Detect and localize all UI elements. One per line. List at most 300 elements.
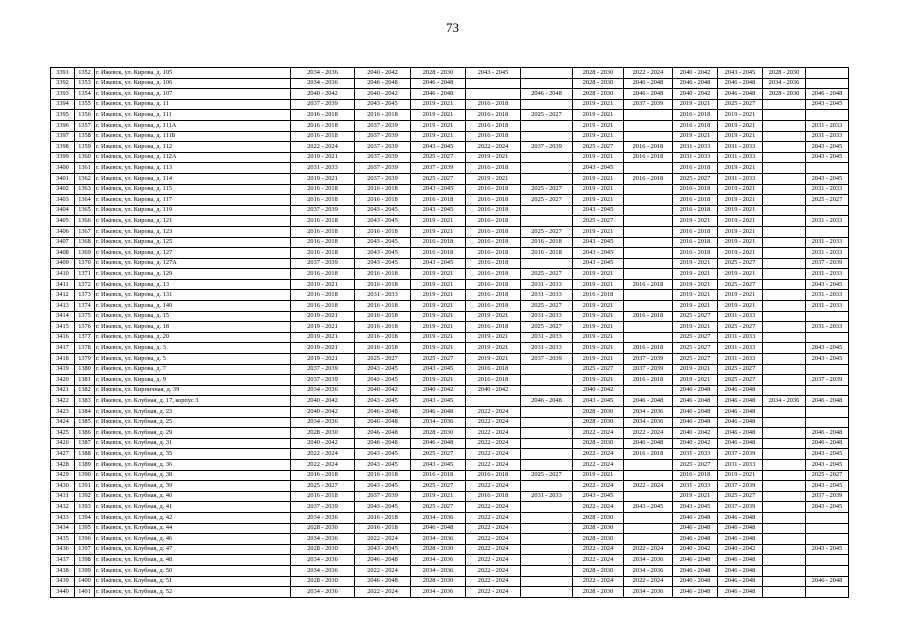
period-cell: 2019 - 2021 [718,248,763,259]
period-cell: 2019 - 2021 [573,173,624,184]
table-row [51,248,849,259]
period-cell [624,332,673,343]
period-cell: 2034 - 2036 [763,78,806,89]
period-cell [763,343,806,354]
row-number-cell: 3405 [51,216,75,227]
table-row [51,417,849,428]
period-cell: 2022 - 2024 [291,449,355,460]
period-cell: 2016 - 2018 [466,279,521,290]
period-cell: 2019 - 2021 [573,375,624,386]
table-row [51,301,849,312]
period-cell: 2043 - 2045 [806,152,849,163]
table-row [51,120,849,131]
period-cell: 2037 - 2039 [806,375,849,386]
address-cell: г. Ижевск, ул. Кирова, д. 5 [95,354,291,365]
table-row [51,428,849,439]
period-cell [521,163,573,174]
house-id-cell: 1372 [75,279,95,290]
period-cell: 2019 - 2021 [291,152,355,163]
period-cell: 2046 - 2048 [806,428,849,439]
period-cell: 2019 - 2021 [718,269,763,280]
period-cell: 2022 - 2024 [573,428,624,439]
period-cell: 2022 - 2024 [624,576,673,587]
period-cell: 2031 - 2033 [718,459,763,470]
row-number-cell: 3409 [51,258,75,269]
period-cell: 2016 - 2018 [291,290,355,301]
table-row [51,555,849,566]
period-cell: 2016 - 2018 [624,449,673,460]
page-number: 73 [446,20,459,35]
table-row [51,184,849,195]
period-cell: 2043 - 2045 [573,396,624,407]
row-number-cell: 3431 [51,491,75,502]
period-cell: 2043 - 2045 [573,491,624,502]
period-cell: 2028 - 2030 [291,544,355,555]
address-cell: г. Ижевск, ул. Кирова, д. 121 [95,216,291,227]
table-row [51,364,849,375]
table-row [51,205,849,216]
table-row [51,110,849,121]
period-cell: 2019 - 2021 [573,226,624,237]
period-cell: 2034 - 2036 [291,68,355,79]
period-cell: 2019 - 2021 [411,322,466,333]
period-cell: 2037 - 2039 [718,449,763,460]
period-cell: 2016 - 2018 [291,120,355,131]
period-cell: 2037 - 2039 [355,120,411,131]
house-id-cell: 1355 [75,99,95,110]
address-cell: г. Ижевск, ул. Кирова, д. 114 [95,173,291,184]
period-cell: 2037 - 2039 [355,131,411,142]
period-cell: 2046 - 2048 [411,89,466,100]
period-cell: 2016 - 2018 [291,237,355,248]
table-row [51,173,849,184]
period-cell: 2019 - 2021 [718,110,763,121]
period-cell: 2016 - 2018 [673,205,718,216]
period-cell: 2040 - 2042 [718,544,763,555]
house-id-cell: 1396 [75,534,95,545]
period-cell: 2022 - 2024 [573,449,624,460]
period-cell [624,131,673,142]
period-cell [763,237,806,248]
period-cell: 2046 - 2048 [411,438,466,449]
house-id-cell: 1371 [75,269,95,280]
row-number-cell: 3428 [51,459,75,470]
period-cell: 2043 - 2045 [355,375,411,386]
period-cell [806,78,849,89]
period-cell: 2016 - 2018 [355,523,411,534]
period-cell [763,152,806,163]
period-cell: 2040 - 2042 [291,396,355,407]
period-cell: 2028 - 2030 [573,89,624,100]
period-cell: 2034 - 2036 [624,555,673,566]
row-number-cell: 3403 [51,195,75,206]
address-cell: г. Ижевск, ул. Кирова, д. 13 [95,279,291,290]
period-cell: 2034 - 2036 [624,407,673,418]
period-cell: 2016 - 2018 [355,110,411,121]
table-row [51,375,849,386]
period-cell [806,417,849,428]
period-cell: 2019 - 2021 [573,269,624,280]
period-cell: 2043 - 2045 [573,258,624,269]
period-cell: 2043 - 2045 [411,396,466,407]
row-number-cell: 3440 [51,587,75,598]
period-cell: 2019 - 2021 [411,226,466,237]
period-cell: 2034 - 2036 [411,512,466,523]
period-cell: 2019 - 2021 [466,354,521,365]
period-cell: 2022 - 2024 [466,459,521,470]
period-cell: 2034 - 2036 [624,587,673,598]
period-cell: 2046 - 2048 [624,438,673,449]
period-cell: 2025 - 2027 [521,184,573,195]
period-cell [521,385,573,396]
period-cell: 2019 - 2021 [466,311,521,322]
address-cell: г. Ижевск, ул. Кирова, д. 7 [95,364,291,375]
period-cell [521,120,573,131]
table-row [51,565,849,576]
period-cell: 2028 - 2030 [411,576,466,587]
period-cell: 2031 - 2033 [718,332,763,343]
period-cell [521,78,573,89]
period-cell: 2037 - 2039 [624,364,673,375]
row-number-cell: 3438 [51,565,75,576]
table-row [51,279,849,290]
period-cell: 2046 - 2048 [718,428,763,439]
period-cell: 2046 - 2048 [521,89,573,100]
period-cell [763,438,806,449]
period-cell: 2019 - 2021 [718,226,763,237]
period-cell: 2019 - 2021 [573,279,624,290]
period-cell: 2040 - 2042 [355,89,411,100]
row-number-cell: 3424 [51,417,75,428]
period-cell: 2022 - 2024 [466,523,521,534]
period-cell: 2037 - 2039 [624,354,673,365]
period-cell [521,99,573,110]
house-id-cell: 1389 [75,459,95,470]
period-cell: 2016 - 2018 [673,237,718,248]
period-cell: 2016 - 2018 [624,343,673,354]
period-cell: 2019 - 2021 [573,120,624,131]
table-row [51,163,849,174]
period-cell [806,163,849,174]
period-cell: 2043 - 2045 [466,68,521,79]
period-cell: 2037 - 2039 [521,142,573,153]
period-cell: 2019 - 2021 [718,184,763,195]
table-row [51,258,849,269]
period-cell: 2031 - 2033 [718,354,763,365]
house-id-cell: 1391 [75,481,95,492]
period-cell: 2043 - 2045 [411,184,466,195]
period-cell [806,205,849,216]
period-cell [763,555,806,566]
period-cell: 2034 - 2036 [624,565,673,576]
period-cell: 2043 - 2045 [573,205,624,216]
period-cell: 2046 - 2048 [411,407,466,418]
house-id-cell: 1353 [75,78,95,89]
period-cell [521,534,573,545]
period-cell: 2019 - 2021 [573,110,624,121]
period-cell [763,576,806,587]
period-cell [521,544,573,555]
period-cell: 2034 - 2036 [291,534,355,545]
period-cell: 2046 - 2048 [718,89,763,100]
table-row [51,587,849,598]
table-row [51,407,849,418]
row-number-cell: 3392 [51,78,75,89]
period-cell [763,502,806,513]
address-cell: г. Ижевск, ул. Клубная, д. 36 [95,459,291,470]
period-cell: 2016 - 2018 [355,311,411,322]
period-cell: 2028 - 2030 [573,407,624,418]
period-cell: 2040 - 2042 [291,89,355,100]
house-id-cell: 1357 [75,120,95,131]
period-cell: 2016 - 2018 [466,237,521,248]
period-cell: 2019 - 2021 [291,311,355,322]
period-cell: 2040 - 2042 [466,385,521,396]
row-number-cell: 3410 [51,269,75,280]
period-cell: 2019 - 2021 [411,131,466,142]
period-cell: 2016 - 2018 [291,226,355,237]
period-cell: 2022 - 2024 [466,407,521,418]
address-cell: г. Ижевск, ул. Кирова, д. 11 [95,99,291,110]
period-cell: 2025 - 2027 [573,216,624,227]
period-cell: 2043 - 2045 [573,163,624,174]
period-cell: 2046 - 2048 [673,78,718,89]
period-cell [624,205,673,216]
address-cell: г. Ижевск, ул. Кирова, д. 105 [95,68,291,79]
period-cell: 2031 - 2033 [355,290,411,301]
period-cell: 2040 - 2042 [573,385,624,396]
period-cell: 2046 - 2048 [806,396,849,407]
period-cell: 2043 - 2045 [806,99,849,110]
period-cell: 2019 - 2021 [673,322,718,333]
period-cell: 2016 - 2018 [291,301,355,312]
period-cell: 2022 - 2024 [466,438,521,449]
row-number-cell: 3436 [51,544,75,555]
row-number-cell: 3412 [51,290,75,301]
table-row [51,311,849,322]
row-number-cell: 3401 [51,173,75,184]
period-cell [763,332,806,343]
period-cell [521,428,573,439]
address-cell: г. Ижевск, ул. Кирова, д. 18 [95,322,291,333]
period-cell: 2019 - 2021 [718,131,763,142]
period-cell: 2028 - 2030 [573,68,624,79]
period-cell: 2016 - 2018 [355,343,411,354]
period-cell: 2046 - 2048 [673,565,718,576]
house-id-cell: 1358 [75,131,95,142]
table-row [51,512,849,523]
row-number-cell: 3398 [51,142,75,153]
period-cell: 2028 - 2030 [573,417,624,428]
table-row [51,396,849,407]
period-cell: 2022 - 2024 [573,459,624,470]
period-cell: 2022 - 2024 [291,142,355,153]
period-cell [624,110,673,121]
period-cell: 2037 - 2039 [355,142,411,153]
period-cell: 2046 - 2048 [411,523,466,534]
period-cell: 2025 - 2027 [521,301,573,312]
table-row [51,68,849,79]
period-cell: 2043 - 2045 [411,258,466,269]
period-cell: 2022 - 2024 [466,142,521,153]
row-number-cell: 3417 [51,343,75,354]
house-id-cell: 1390 [75,470,95,481]
period-cell: 2031 - 2033 [673,481,718,492]
period-cell: 2022 - 2024 [573,555,624,566]
period-cell: 2028 - 2030 [573,534,624,545]
period-cell: 2043 - 2045 [355,258,411,269]
period-cell: 2025 - 2027 [411,481,466,492]
period-cell [521,417,573,428]
period-cell: 2019 - 2021 [673,258,718,269]
address-cell: г. Ижевск, ул. Кирова, д. 117 [95,195,291,206]
house-id-cell: 1367 [75,226,95,237]
period-cell: 2016 - 2018 [466,364,521,375]
period-cell: 2043 - 2045 [355,237,411,248]
period-cell: 2022 - 2024 [466,565,521,576]
period-cell: 2016 - 2018 [466,375,521,386]
period-cell: 2019 - 2021 [673,99,718,110]
house-id-cell: 1361 [75,163,95,174]
house-id-cell: 1401 [75,587,95,598]
period-cell [763,534,806,545]
house-id-cell: 1387 [75,438,95,449]
period-cell: 2019 - 2021 [291,322,355,333]
row-number-cell: 3435 [51,534,75,545]
address-cell: г. Ижевск, ул. Кирова, д. 140 [95,301,291,312]
address-cell: г. Ижевск, ул. Клубная, д. 31 [95,438,291,449]
period-cell [763,131,806,142]
period-cell: 2037 - 2039 [291,99,355,110]
row-number-cell: 3415 [51,322,75,333]
period-cell: 2046 - 2048 [718,565,763,576]
period-cell: 2043 - 2045 [673,502,718,513]
period-cell [624,216,673,227]
period-cell: 2022 - 2024 [466,502,521,513]
period-cell: 2019 - 2021 [718,290,763,301]
address-cell: г. Ижевск, ул. Клубная, д. 44 [95,523,291,534]
period-cell: 2043 - 2045 [806,502,849,513]
row-number-cell: 3407 [51,237,75,248]
house-id-cell: 1352 [75,68,95,79]
period-cell: 2016 - 2018 [291,470,355,481]
period-cell: 2028 - 2030 [573,438,624,449]
period-cell [521,131,573,142]
house-id-cell: 1368 [75,237,95,248]
period-cell: 2016 - 2018 [291,269,355,280]
period-cell: 2028 - 2030 [291,576,355,587]
period-cell [763,385,806,396]
period-cell: 2046 - 2048 [673,555,718,566]
period-cell: 2043 - 2045 [806,173,849,184]
period-cell: 2019 - 2021 [573,301,624,312]
period-cell [624,226,673,237]
row-number-cell: 3411 [51,279,75,290]
period-cell: 2016 - 2018 [466,290,521,301]
period-cell [624,459,673,470]
period-cell: 2019 - 2021 [291,279,355,290]
period-cell: 2031 - 2033 [718,311,763,322]
period-cell [521,523,573,534]
address-cell: г. Ижевск, ул. Клубная, д. 50 [95,565,291,576]
period-cell: 2025 - 2027 [718,364,763,375]
row-number-cell: 3434 [51,523,75,534]
period-cell: 2037 - 2039 [411,163,466,174]
period-cell: 2046 - 2048 [718,417,763,428]
period-cell: 2043 - 2045 [806,279,849,290]
period-cell: 2016 - 2018 [466,195,521,206]
address-cell: г. Ижевск, ул. Кирова, д. 123 [95,226,291,237]
period-cell: 2025 - 2027 [411,354,466,365]
period-cell: 2043 - 2045 [806,354,849,365]
address-cell: г. Ижевск, ул. Клубная, д. 46 [95,534,291,545]
period-cell [806,226,849,237]
period-cell: 2043 - 2045 [355,459,411,470]
period-cell [763,587,806,598]
period-cell: 2025 - 2027 [521,226,573,237]
address-cell: г. Ижевск, ул. Клубная, д. 38 [95,470,291,481]
house-id-cell: 1381 [75,375,95,386]
house-id-cell: 1388 [75,449,95,460]
house-id-cell: 1365 [75,205,95,216]
period-cell: 2046 - 2048 [673,523,718,534]
period-cell: 2046 - 2048 [355,438,411,449]
period-cell: 2019 - 2021 [673,269,718,280]
period-cell [521,502,573,513]
period-cell [806,407,849,418]
period-cell: 2016 - 2018 [521,248,573,259]
period-cell: 2019 - 2021 [718,163,763,174]
period-cell: 2022 - 2024 [291,459,355,470]
period-cell: 2037 - 2039 [291,502,355,513]
period-cell: 2040 - 2042 [673,68,718,79]
period-cell: 2016 - 2018 [355,226,411,237]
house-id-cell: 1369 [75,248,95,259]
period-cell: 2037 - 2039 [806,258,849,269]
address-cell: г. Ижевск, ул. Кирова, д. 115 [95,184,291,195]
period-cell: 2019 - 2021 [718,301,763,312]
address-cell: г. Ижевск, ул. Кирова, д. 15 [95,311,291,322]
address-cell: г. Ижевск, ул. Кирова, д. 127 [95,248,291,259]
period-cell: 2025 - 2027 [411,173,466,184]
period-cell: 2031 - 2033 [718,173,763,184]
period-cell [521,512,573,523]
period-cell: 2016 - 2018 [673,248,718,259]
period-cell: 2043 - 2045 [355,364,411,375]
period-cell: 2043 - 2045 [624,502,673,513]
period-cell: 2025 - 2027 [673,332,718,343]
table-row [51,131,849,142]
table-row [51,470,849,481]
address-cell: г. Ижевск, ул. Кирова, д. 127А [95,258,291,269]
period-cell: 2031 - 2033 [521,290,573,301]
period-cell [763,269,806,280]
period-cell: 2016 - 2018 [466,269,521,280]
period-cell: 2043 - 2045 [411,205,466,216]
period-cell: 2019 - 2021 [673,279,718,290]
period-cell: 2025 - 2027 [573,142,624,153]
period-cell: 2037 - 2039 [806,491,849,502]
period-cell: 2031 - 2033 [806,237,849,248]
period-cell: 2028 - 2030 [573,78,624,89]
period-cell: 2043 - 2045 [411,364,466,375]
period-cell: 2043 - 2045 [411,142,466,153]
period-cell: 2022 - 2024 [355,587,411,598]
period-cell: 2025 - 2027 [673,354,718,365]
period-cell: 2043 - 2045 [355,449,411,460]
period-cell: 2046 - 2048 [718,587,763,598]
period-cell [763,523,806,534]
